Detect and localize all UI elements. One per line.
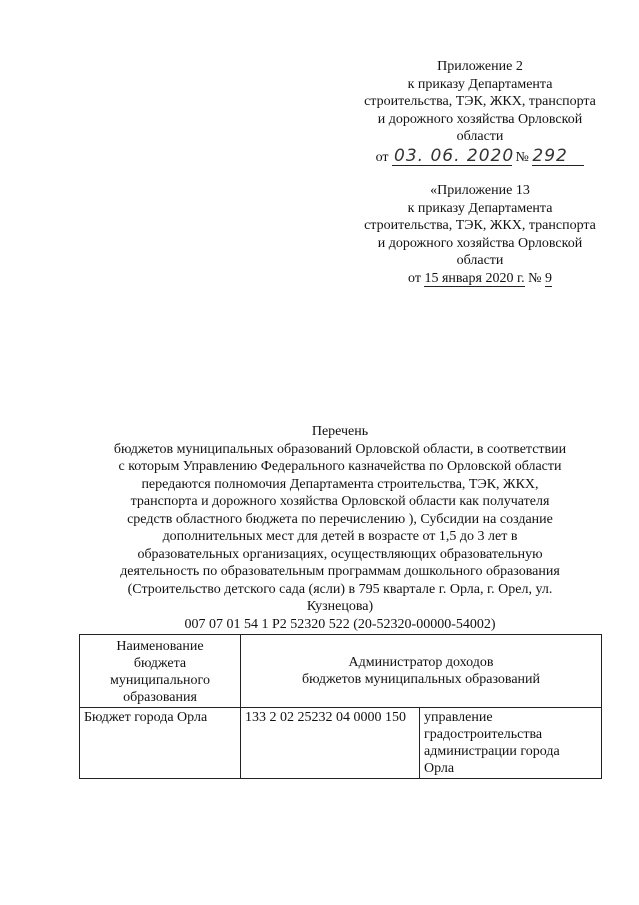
list-body-line: деятельность по образовательным программам дошкольного образования (120, 564, 560, 579)
budget-administrators-table (79, 634, 602, 779)
appendix-13-title: «Приложение 13 (430, 183, 530, 198)
administrator-text: управление (424, 710, 493, 725)
appendix-13-line: и дорожного хозяйства Орловской (377, 235, 583, 251)
appendix-2-header (340, 58, 620, 166)
administrator-text: Орла (424, 761, 455, 776)
list-body-line: Кузнецова) (306, 599, 374, 614)
date-prefix: от (375, 149, 389, 165)
list-heading: Перечень (311, 424, 369, 439)
appendix-13-line: к приказу Департамента (407, 200, 553, 216)
appendix-13-date: 15 января 2020 г. (424, 270, 525, 286)
appendix-13-header (340, 182, 620, 287)
appendix-2-date-line (340, 145, 620, 167)
header-text: бюджетов муниципальных образований (301, 672, 541, 687)
header-administrator (241, 635, 602, 708)
list-body-line: образовательных организациях, осуществляющих образовательную (137, 546, 543, 562)
table-row (80, 708, 602, 779)
header-text: Администратор доходов (348, 655, 494, 670)
list-body-line: дополнительных мест для детей в возрасте от 1,5 до 3 лет в (162, 529, 518, 544)
list-title-block (60, 423, 620, 633)
administrator-text: градостроительства (424, 727, 543, 742)
cell-budget: Бюджет города Орла (80, 708, 241, 779)
appendix-2-line: к приказу Департамента (407, 76, 553, 92)
date-prefix: от (408, 270, 421, 286)
appendix-13-date-line (340, 270, 620, 288)
handwritten-number: 292 (532, 148, 584, 167)
list-body-line: средств областного бюджета по перечислению ), Субсидии на создание (127, 511, 553, 527)
handwritten-date: 03. 06. 2020 (394, 145, 515, 166)
budget-classification-code: 007 07 01 54 1 P2 52320 522 (20-52320-00000-54002) (184, 616, 496, 632)
header-text: бюджета (133, 656, 187, 671)
header-text: Наименование (116, 639, 204, 654)
appendix-2-line: и дорожного хозяйства Орловской (377, 111, 583, 127)
cell-code: 133 2 02 25232 04 0000 150 (241, 708, 420, 779)
appendix-13-number: 9 (544, 270, 552, 286)
list-body-line: (Строительство детского сада (ясли) в 795 квартале г. Орла, г. Орел, ул. (127, 581, 553, 597)
list-body-line: транспорта и дорожного хозяйства Орловской области как получателя (130, 494, 550, 509)
appendix-13-line: области (456, 253, 504, 268)
header-text: образования (123, 690, 197, 705)
header-budget-name (80, 635, 241, 708)
appendix-2-title: Приложение 2 (437, 59, 523, 74)
list-body-line: бюджетов муниципальных образований Орловской области, в соответствии (113, 441, 567, 457)
appendix-2-line: области (456, 129, 504, 144)
number-sign: № (528, 270, 542, 286)
appendix-2-line: строительства, ТЭК, ЖКХ, транспорта (364, 94, 596, 109)
appendix-13-line: строительства, ТЭК, ЖКХ, транспорта (364, 218, 596, 233)
table-header-row (80, 635, 602, 708)
administrator-text: администрации города (424, 744, 560, 759)
list-body-line: с которым Управлению Федерального казначейства по Орловской области (118, 459, 562, 474)
number-sign: № (515, 149, 529, 165)
header-text: муниципального (110, 673, 210, 688)
cell-administrator (420, 708, 602, 779)
list-body-line: передаются полномочия Департамента строительства, ТЭК, ЖКХ, (141, 476, 539, 492)
